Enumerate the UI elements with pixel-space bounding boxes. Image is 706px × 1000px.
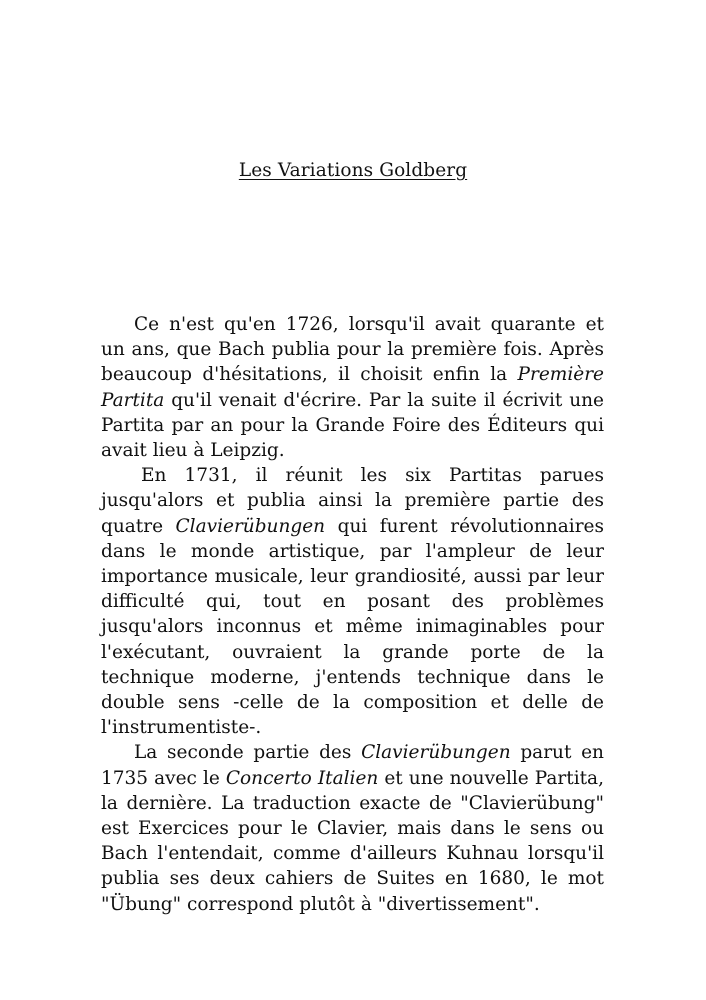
paragraph-2 (101, 463, 604, 740)
text-run: parut en 1735 avec le (101, 742, 604, 789)
text-run: Ce n'est qu'en 1726, lorsqu'il avait quarante et un ans, que Bach publia pour la première fois. Après beaucoup d'hésitations, il choisit enfin la (101, 314, 604, 386)
page-title: Les Variations Goldberg (238, 160, 468, 181)
italic-title-premiere-partita: Première Partita (101, 364, 604, 411)
paragraph-1 (101, 312, 604, 463)
text-run: qu'il venait d'écrire. Par la suite il écrivit une Partita par an pour la Grande Foire des Éditeurs qui avait lieu à Leipzig. (101, 389, 604, 462)
paragraph-3 (101, 740, 604, 916)
text-run: qui furent révolutionnaires dans le monde artistique, par l'ampleur de leur importance musicale, leur grandiosité, aussi par leur difficulté qui, tout en posant des problèmes jusqu'alors inconnus et même inimaginables pour l'exécutant, ouvraient la grande porte de la technique moderne, j'entends technique dans le double sens -celle de la composition et delle de l'instrumentiste-. (101, 515, 604, 739)
italic-title-clavierubungen: Clavierübungen (175, 515, 326, 537)
italic-title-concerto-italien: Concerto Italien (225, 767, 379, 789)
italic-title-clavierubungen: Clavierübungen (361, 742, 511, 764)
text-run: En 1731, il réunit les six Partitas parues jusqu'alors et publia ainsi la première partie des quatre (101, 465, 604, 537)
text-run: La seconde partie des (134, 742, 362, 764)
body-text (101, 312, 604, 917)
text-run: et une nouvelle Partita, la dernière. La traduction exacte de "Clavierübung" est Exercices pour le Clavier, mais dans le sens ou Bach l'entendait, comme d'ailleurs Kuhnau lorsqu'il publia ses deux cahiers de Suites en 1680, le mot "Übung" correspond plutôt à "divertissement". (101, 767, 604, 915)
